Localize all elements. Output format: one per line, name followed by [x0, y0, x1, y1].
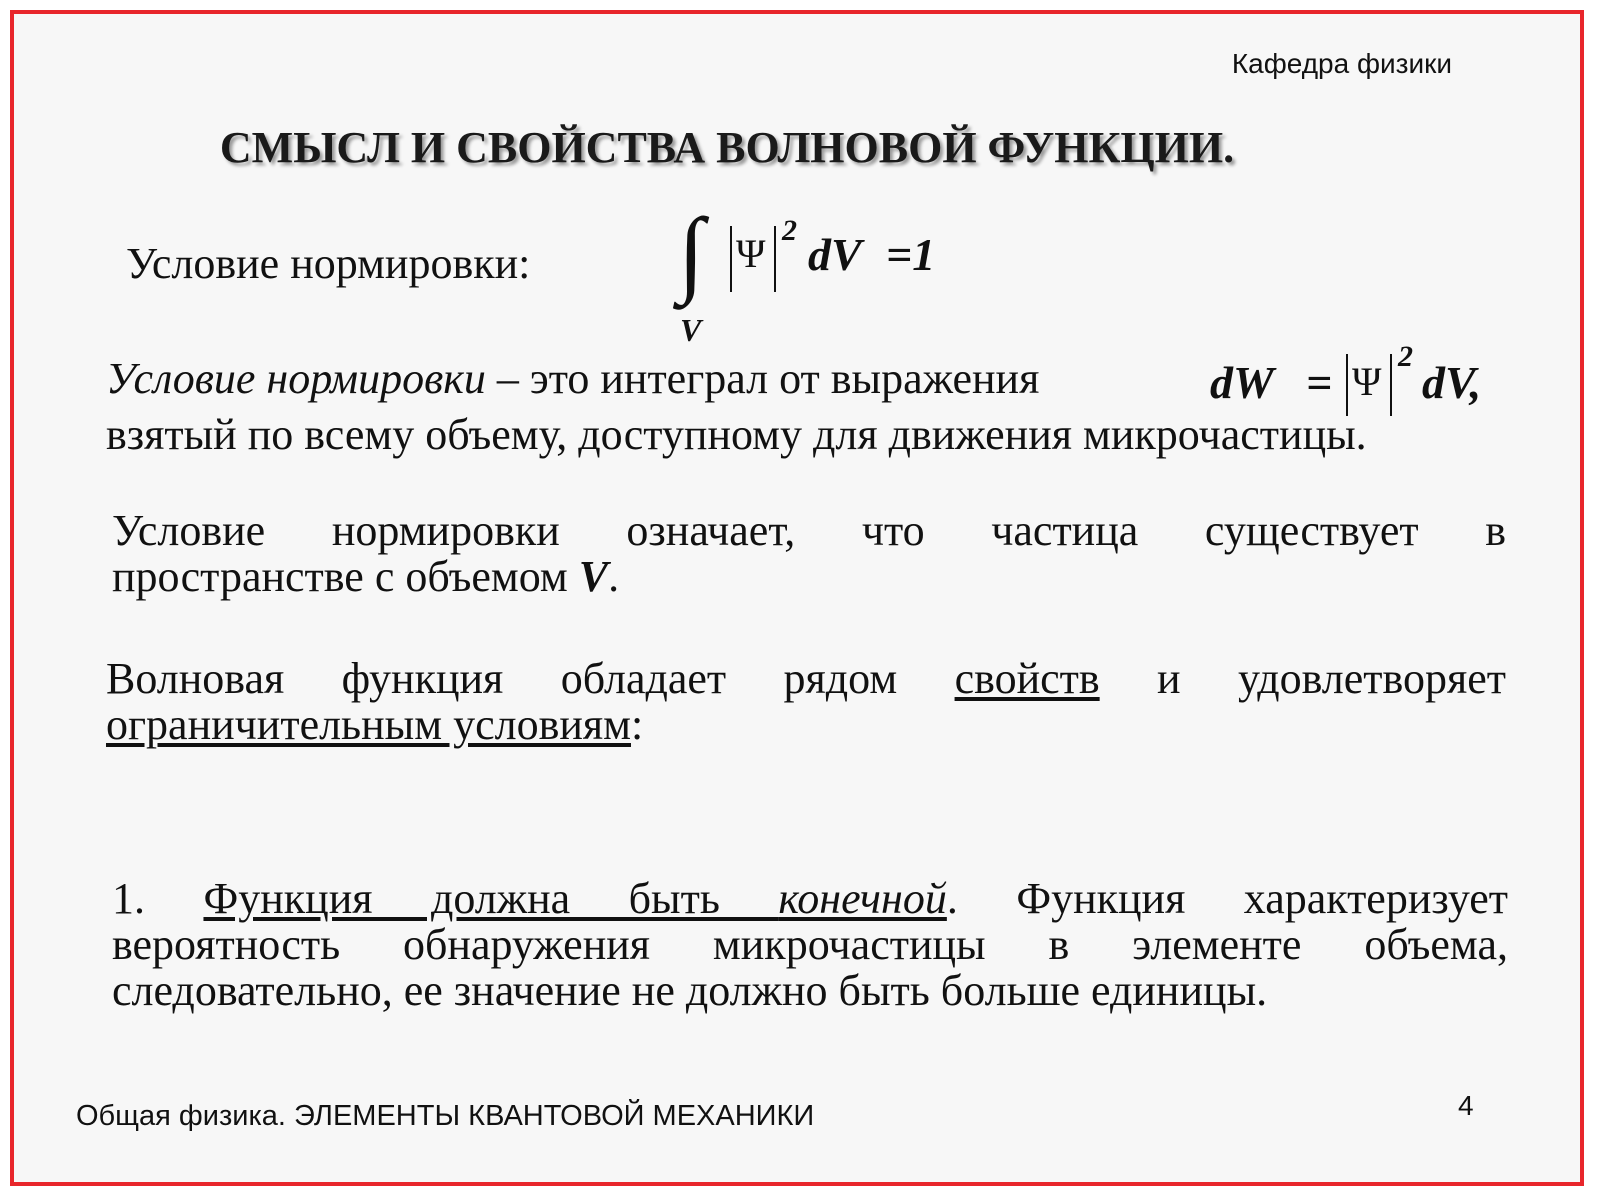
dw: dW	[1210, 357, 1274, 408]
normalization-label: Условие нормировки:	[126, 239, 531, 288]
paragraph-definition-line2: взятый по всему объему, доступному для движения микрочастицы.	[106, 410, 1367, 459]
equals-one: =1	[886, 229, 936, 280]
power: 2	[1398, 340, 1413, 373]
abs-bar-left	[730, 226, 732, 292]
abs-bar-right	[1390, 354, 1392, 416]
psi-symbol: Ψ	[736, 231, 766, 276]
power: 2	[782, 214, 797, 247]
item1-heading: Функция должна быть конечной	[203, 874, 947, 923]
slide-title: СМЫСЛ И СВОЙСТВА ВОЛНОВОЙ ФУНКЦИИ.	[219, 123, 1235, 172]
item1-line3: следовательно, ее значение не должно быть больше единицы.	[112, 966, 1268, 1015]
abs-bar-left	[1346, 354, 1348, 416]
conditions-term: ограничительным условиям	[106, 700, 631, 749]
item1-line2: вероятность обнаружения микрочастицы в элементе объема,	[112, 920, 1508, 969]
definition-text: – это интеграл от выражения	[485, 354, 1040, 403]
equals-sign: =	[1306, 357, 1333, 408]
integral-subscript: V	[680, 312, 702, 348]
volume-symbol: V	[578, 552, 609, 601]
department-label: Кафедра физики	[1231, 48, 1452, 79]
properties-line1: Волновая функция обладает рядом свойств и удовлетворяет	[106, 654, 1506, 703]
item1-line1: 1. Функция должна быть конечной. Функция характеризует	[112, 874, 1509, 923]
differential: dV	[808, 229, 862, 280]
page-number: 4	[1458, 1090, 1474, 1121]
slide	[10, 10, 1584, 1186]
meaning-line2: пространстве с объемом V.	[112, 552, 620, 601]
dw-formula	[1210, 340, 1510, 418]
abs-bar-right	[774, 226, 776, 292]
psi-symbol: Ψ	[1352, 359, 1382, 404]
footer-course: Общая физика. ЭЛЕМЕНТЫ КВАНТОВОЙ МЕХАНИКИ	[76, 1100, 815, 1132]
integral-sign: ∫	[678, 198, 705, 305]
list-item-1	[112, 876, 1508, 1014]
properties-term: свойств	[954, 654, 1100, 703]
item-number: 1.	[112, 874, 204, 923]
term-normalization: Условие нормировки	[106, 354, 486, 403]
dv: dV,	[1422, 357, 1482, 408]
paragraph-meaning	[112, 508, 1506, 600]
paragraph-properties	[106, 656, 1506, 748]
meaning-line1: Условие нормировки означает, что частица существует в	[112, 506, 1506, 555]
properties-line2: ограничительным условиям:	[106, 700, 644, 749]
normalization-formula	[678, 198, 968, 362]
